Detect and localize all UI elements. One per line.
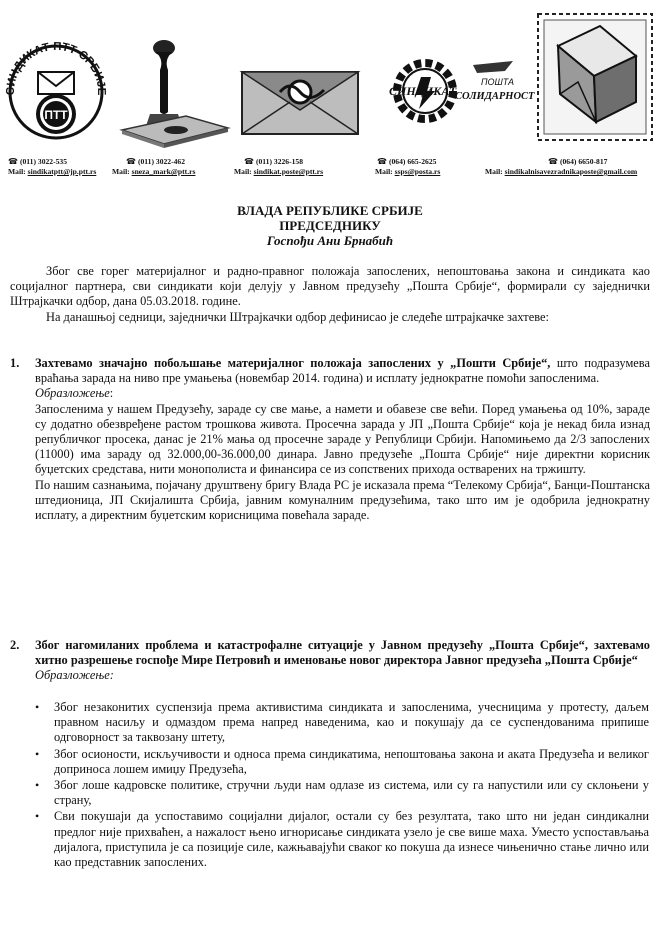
mail-label: Mail:	[8, 167, 26, 176]
intro-paragraph-2: На данашњој седници, заједнички Штрајкачки одбор дефинисао је следеће штрајкачке захтеве:	[46, 310, 549, 324]
phone-icon: ☎	[126, 157, 136, 166]
mail-label: Mail:	[485, 167, 503, 176]
list-item	[35, 809, 649, 870]
demand-1-rationale-paragraph-1: Запосленима у нашем Предузећу, зараде су све мање, а намети и обавезе све већи. Поред умањења од 10%, зараде су додатно обезвређене растом трошкова живота. Просечна зарада у ЈП „Пошта Србије“ која је некад била изнад републичког просека, данас је 21% мања од просечне зараде у Републици Србији. Напомињемо да 2/3 запослених (11000) има зараду од 32.000,00-36.000,00 динара. Јавно предузеће „Пошта Србије“ није директни корисник буџетских средстава, нити монополиста и финансира се из сопствених прихода остварених на тржишту.	[35, 401, 650, 477]
mail-label: Mail:	[112, 167, 130, 176]
demand-2-bullet-list	[35, 700, 649, 871]
demand-1-rationale-paragraph-2: По нашим сазнањима, појачану друштвену бригу Влада РС је исказала према “Телекому Србија“, Банци-Поштанска штедионица, ЈП Скијалишта Србија, јавним комуналним предузећима, тако што им је одобрила једнократну исплату, а директним буџетским корисницима повећала зараде.	[35, 477, 650, 523]
demand-1-title: Захтевамо значајно побољшање материјалног положаја запослених у „Пошти Србије“,	[35, 356, 551, 370]
list-item	[35, 778, 649, 808]
demand-2-title: Због нагомиланих проблема и катастрофалне ситуације у Јавном предузећу „Пошта Србије“, захтевамо хитно разрешење госпође Мире Петровић и именовање новог директора Јавног предузећа „Пошта Србије“	[35, 638, 650, 668]
bullet-icon: •	[35, 746, 40, 761]
contact-phone: (011) 3226-158	[255, 157, 304, 166]
contact-block-3	[234, 157, 323, 177]
bullet-icon: •	[35, 700, 40, 714]
bullet-text: Сви покушаји да успоставимо социјални дијалог, остали су без резултата, тако што ни један синдикални предлог није прихваћен, а нажалост њено игнорисање синдиката узело је све више маха. Уместо успостављања дијалога, приступила је са позиције силе, кажњавајући сваког ко покуша да изнесе чињенично стање лично или као представник запослених.	[54, 809, 649, 870]
envelope-horn-logo	[240, 70, 360, 136]
contact-block-2	[112, 157, 195, 177]
demand-2-rationale-label: Образложење:	[35, 668, 114, 683]
demand-2	[10, 638, 650, 684]
bullet-icon: •	[35, 778, 40, 793]
recipient-line-1: ВЛАДА РЕПУБЛИКЕ СРБИЈЕ	[237, 203, 423, 218]
phone-icon: ☎	[548, 157, 558, 166]
logo1-arc-text: СИНДИКАТ ПТТ СРБИЈЕ	[4, 40, 108, 96]
demand-1-rationale-colon: :	[109, 386, 114, 401]
demand-1-rationale-label: Образложење	[35, 386, 110, 401]
demand-1-text: што подразумева враћања зарада на ниво пре умањења (новембар 2014. година) и исплату једнократне помоћи запосленима.	[35, 356, 650, 386]
contact-email-link[interactable]: sneza_mark@ptt.rs	[131, 167, 196, 176]
contact-phone: (011) 3022-462	[137, 157, 186, 166]
demand-2-number: 2.	[10, 638, 20, 652]
contact-email-link[interactable]: sindikalnisavezradnikaposte@gmail.com	[504, 167, 638, 176]
contact-phone: (064) 6650-817	[559, 157, 608, 166]
bullet-text: Због осионости, искључивости и односа према синдикатима, непоштовања закона и аката Предузећа и великог доприноса лошем имиџу Предузећа,	[54, 746, 649, 776]
logo4-right-text-1: ПОШТА	[481, 77, 515, 87]
contact-email-link[interactable]: ssps@posta.rs	[394, 167, 441, 176]
phone-icon: ☎	[244, 157, 254, 166]
mail-label: Mail:	[234, 167, 252, 176]
contact-block-5	[485, 157, 637, 177]
contact-email-link[interactable]: sindikat.poste@ptt.rs	[253, 167, 324, 176]
recipient-line-2: ПРЕДСЕДНИКУ	[279, 218, 381, 233]
logo4-right-text-2: СОЛИДАРНОСТ	[455, 91, 535, 102]
contact-email-link[interactable]: sindikatptt@jp.ptt.rs	[27, 167, 97, 176]
logo4-left-text: СИНДИКАТ	[389, 84, 457, 98]
contact-block-1	[8, 157, 96, 177]
solidarnost-logo	[385, 55, 535, 125]
bullet-text: Због лоше кадровске политике, стручни људи нам одлазе из система, или су га напустили или су склоњени у страну,	[54, 778, 649, 808]
list-item	[35, 700, 649, 746]
recipient-line-3: Госпођи Ани Брнабић	[266, 233, 394, 248]
demand-1	[10, 356, 650, 523]
bullet-icon: •	[35, 809, 40, 824]
ptt-union-logo	[0, 30, 112, 142]
stamp-logo	[116, 30, 234, 148]
phone-icon: ☎	[377, 157, 387, 166]
bullet-text: Због незаконитих суспензија према активистима синдиката и запосленима, учесницима у протесту, даљем правном насиљу и одмаздом према напред наведенима, као и покушају да се суспендованима припише одговорност за таквозану штету,	[54, 700, 649, 745]
logo1-center-text: ПТТ	[44, 108, 68, 122]
contact-phone: (064) 665-2625	[388, 157, 437, 166]
mail-label: Mail:	[375, 167, 393, 176]
contact-block-4	[375, 157, 440, 177]
phone-icon: ☎	[8, 157, 18, 166]
contact-phone: (011) 3022-535	[19, 157, 68, 166]
intro-paragraph-1: Због све горег материјалног и радно-правног положаја запослених, непоштовања закона и синдиката као социјалног партнера, сви синдикати који делују у Јавном предузећу „Пошта Србије“, формирали су заједнички Штрајкачки одбор, дана 05.03.2018. године.	[10, 264, 650, 309]
demand-1-number: 1.	[10, 356, 20, 370]
list-item	[35, 747, 649, 777]
envelope-box-logo	[536, 12, 654, 142]
